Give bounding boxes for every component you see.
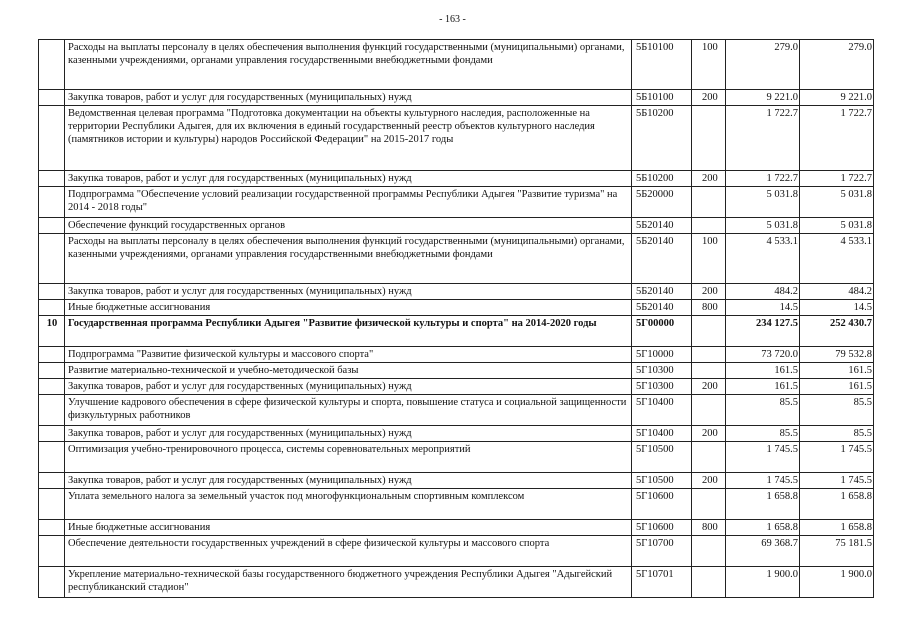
amount-year1-cell: 73 720.0: [726, 347, 800, 363]
expense-type-cell: 200: [692, 284, 726, 300]
amount-year2-cell: 1 745.5: [800, 473, 874, 489]
row-index-cell: [39, 300, 65, 316]
table-row: [39, 489, 874, 520]
item-name-cell: Улучшение кадрового обеспечения в сфере физической культуры и спорта, повышение статуса и социальной защищенности физкультурных работников: [65, 395, 632, 426]
row-index-cell: [39, 473, 65, 489]
amount-year2-cell: 1 658.8: [800, 520, 874, 536]
target-code-cell: 5Г10700: [632, 536, 692, 567]
table-row: [39, 567, 874, 598]
row-index-cell: [39, 426, 65, 442]
row-index-cell: [39, 363, 65, 379]
amount-year1-cell: 85.5: [726, 426, 800, 442]
expense-type-cell: 800: [692, 520, 726, 536]
row-index-cell: [39, 284, 65, 300]
expense-type-cell: 200: [692, 90, 726, 106]
target-code-cell: 5Г10400: [632, 426, 692, 442]
expense-type-cell: 100: [692, 234, 726, 284]
expense-type-cell: [692, 489, 726, 520]
target-code-cell: 5Б10100: [632, 90, 692, 106]
table-row: [39, 316, 874, 347]
amount-year2-cell: 9 221.0: [800, 90, 874, 106]
amount-year1-cell: 14.5: [726, 300, 800, 316]
table-row: [39, 442, 874, 473]
target-code-cell: 5Б20140: [632, 284, 692, 300]
item-name-cell: Расходы на выплаты персоналу в целях обеспечения выполнения функций государственными (муниципальными) органами, казенными учреждениями, органами управления государственными внебюджетными фондами: [65, 40, 632, 90]
table-row: [39, 347, 874, 363]
item-name-cell: Оптимизация учебно-тренировочного процесса, системы соревновательных мероприятий: [65, 442, 632, 473]
expense-type-cell: [692, 187, 726, 218]
row-index-cell: 10: [39, 316, 65, 347]
amount-year2-cell: 484.2: [800, 284, 874, 300]
expense-type-cell: [692, 316, 726, 347]
item-name-cell: Укрепление материально-технической базы государственного бюджетного учреждения Республики Адыгея "Адыгейский республиканский стадион": [65, 567, 632, 598]
item-name-cell: Иные бюджетные ассигнования: [65, 300, 632, 316]
expense-type-cell: [692, 395, 726, 426]
target-code-cell: 5Г10500: [632, 442, 692, 473]
amount-year2-cell: 1 745.5: [800, 442, 874, 473]
amount-year1-cell: 1 658.8: [726, 489, 800, 520]
amount-year1-cell: 279.0: [726, 40, 800, 90]
item-name-cell: Развитие материально-технической и учебно-методической базы: [65, 363, 632, 379]
table-row: [39, 300, 874, 316]
table-row: [39, 90, 874, 106]
amount-year2-cell: 1 658.8: [800, 489, 874, 520]
target-code-cell: 5Г10400: [632, 395, 692, 426]
item-name-cell: Обеспечение функций государственных органов: [65, 218, 632, 234]
row-index-cell: [39, 567, 65, 598]
expense-type-cell: [692, 363, 726, 379]
amount-year1-cell: 69 368.7: [726, 536, 800, 567]
target-code-cell: 5Г10701: [632, 567, 692, 598]
target-code-cell: 5Б10200: [632, 106, 692, 171]
amount-year2-cell: 1 900.0: [800, 567, 874, 598]
amount-year2-cell: 279.0: [800, 40, 874, 90]
table-row: [39, 171, 874, 187]
amount-year2-cell: 85.5: [800, 395, 874, 426]
target-code-cell: 5Г10000: [632, 347, 692, 363]
item-name-cell: Государственная программа Республики Адыгея "Развитие физической культуры и спорта" на 2014-2020 годы: [65, 316, 632, 347]
item-name-cell: Закупка товаров, работ и услуг для государственных (муниципальных) нужд: [65, 171, 632, 187]
item-name-cell: Закупка товаров, работ и услуг для государственных (муниципальных) нужд: [65, 284, 632, 300]
amount-year2-cell: 161.5: [800, 379, 874, 395]
amount-year2-cell: 161.5: [800, 363, 874, 379]
amount-year1-cell: 234 127.5: [726, 316, 800, 347]
amount-year1-cell: 9 221.0: [726, 90, 800, 106]
amount-year1-cell: 85.5: [726, 395, 800, 426]
amount-year1-cell: 161.5: [726, 379, 800, 395]
row-index-cell: [39, 40, 65, 90]
target-code-cell: 5Б20140: [632, 234, 692, 284]
item-name-cell: Закупка товаров, работ и услуг для государственных (муниципальных) нужд: [65, 426, 632, 442]
table-row: [39, 536, 874, 567]
table-row: [39, 426, 874, 442]
amount-year1-cell: 1 900.0: [726, 567, 800, 598]
target-code-cell: 5Б10100: [632, 40, 692, 90]
row-index-cell: [39, 106, 65, 171]
item-name-cell: Подпрограмма "Развитие физической культуры и массового спорта": [65, 347, 632, 363]
item-name-cell: Уплата земельного налога за земельный участок под многофункциональным спортивным комплексом: [65, 489, 632, 520]
amount-year1-cell: 1 722.7: [726, 171, 800, 187]
table-row: [39, 284, 874, 300]
expense-type-cell: 800: [692, 300, 726, 316]
row-index-cell: [39, 536, 65, 567]
expense-type-cell: 200: [692, 171, 726, 187]
row-index-cell: [39, 234, 65, 284]
row-index-cell: [39, 520, 65, 536]
amount-year2-cell: 1 722.7: [800, 171, 874, 187]
item-name-cell: Иные бюджетные ассигнования: [65, 520, 632, 536]
item-name-cell: Расходы на выплаты персоналу в целях обеспечения выполнения функций государственными (муниципальными) органами, казенными учреждениями, органами управления государственными внебюджетными фондами: [65, 234, 632, 284]
expense-type-cell: [692, 536, 726, 567]
table-body: [39, 40, 874, 598]
item-name-cell: Обеспечение деятельности государственных учреждений в сфере физической культуры и массового спорта: [65, 536, 632, 567]
row-index-cell: [39, 379, 65, 395]
table-row: [39, 520, 874, 536]
item-name-cell: Закупка товаров, работ и услуг для государственных (муниципальных) нужд: [65, 379, 632, 395]
target-code-cell: 5Г10600: [632, 520, 692, 536]
amount-year1-cell: 161.5: [726, 363, 800, 379]
expense-type-cell: [692, 347, 726, 363]
target-code-cell: 5Г00000: [632, 316, 692, 347]
amount-year2-cell: 4 533.1: [800, 234, 874, 284]
page-number: - 163 -: [439, 14, 466, 25]
target-code-cell: 5Б20000: [632, 187, 692, 218]
table-row: [39, 218, 874, 234]
row-index-cell: [39, 90, 65, 106]
amount-year1-cell: 484.2: [726, 284, 800, 300]
amount-year1-cell: 1 722.7: [726, 106, 800, 171]
expense-type-cell: [692, 106, 726, 171]
row-index-cell: [39, 171, 65, 187]
amount-year1-cell: 5 031.8: [726, 218, 800, 234]
row-index-cell: [39, 442, 65, 473]
amount-year2-cell: 79 532.8: [800, 347, 874, 363]
target-code-cell: 5Б20140: [632, 218, 692, 234]
row-index-cell: [39, 187, 65, 218]
table-row: [39, 379, 874, 395]
amount-year2-cell: 5 031.8: [800, 187, 874, 218]
budget-table: [38, 39, 874, 598]
target-code-cell: 5Г10500: [632, 473, 692, 489]
expense-type-cell: 100: [692, 40, 726, 90]
item-name-cell: Ведомственная целевая программа "Подготовка документации на объекты культурного наследия, расположенные на территории Республики Адыгея, для их включения в единый государственный реестр объектов культурного наследия (памятников истории и культуры) народов Российской Федерации" на 2015-2017 годы: [65, 106, 632, 171]
target-code-cell: 5Б10200: [632, 171, 692, 187]
item-name-cell: Подпрограмма "Обеспечение условий реализации государственной программы Республики Адыгея "Развитие туризма" на 2014 - 2018 годы": [65, 187, 632, 218]
amount-year2-cell: 75 181.5: [800, 536, 874, 567]
amount-year1-cell: 1 745.5: [726, 442, 800, 473]
table-row: [39, 234, 874, 284]
amount-year1-cell: 1 745.5: [726, 473, 800, 489]
amount-year1-cell: 5 031.8: [726, 187, 800, 218]
table-row: [39, 395, 874, 426]
target-code-cell: 5Б20140: [632, 300, 692, 316]
table-row: [39, 363, 874, 379]
target-code-cell: 5Г10300: [632, 379, 692, 395]
expense-type-cell: 200: [692, 426, 726, 442]
row-index-cell: [39, 395, 65, 426]
amount-year2-cell: 85.5: [800, 426, 874, 442]
row-index-cell: [39, 347, 65, 363]
amount-year2-cell: 252 430.7: [800, 316, 874, 347]
table-row: [39, 473, 874, 489]
expense-type-cell: [692, 442, 726, 473]
item-name-cell: Закупка товаров, работ и услуг для государственных (муниципальных) нужд: [65, 473, 632, 489]
table-row: [39, 187, 874, 218]
expense-type-cell: 200: [692, 473, 726, 489]
amount-year2-cell: 5 031.8: [800, 218, 874, 234]
target-code-cell: 5Г10300: [632, 363, 692, 379]
table-row: [39, 106, 874, 171]
expense-type-cell: [692, 567, 726, 598]
row-index-cell: [39, 489, 65, 520]
expense-type-cell: 200: [692, 379, 726, 395]
expense-type-cell: [692, 218, 726, 234]
target-code-cell: 5Г10600: [632, 489, 692, 520]
amount-year1-cell: 4 533.1: [726, 234, 800, 284]
amount-year1-cell: 1 658.8: [726, 520, 800, 536]
table-row: [39, 40, 874, 90]
amount-year2-cell: 1 722.7: [800, 106, 874, 171]
amount-year2-cell: 14.5: [800, 300, 874, 316]
item-name-cell: Закупка товаров, работ и услуг для государственных (муниципальных) нужд: [65, 90, 632, 106]
row-index-cell: [39, 218, 65, 234]
